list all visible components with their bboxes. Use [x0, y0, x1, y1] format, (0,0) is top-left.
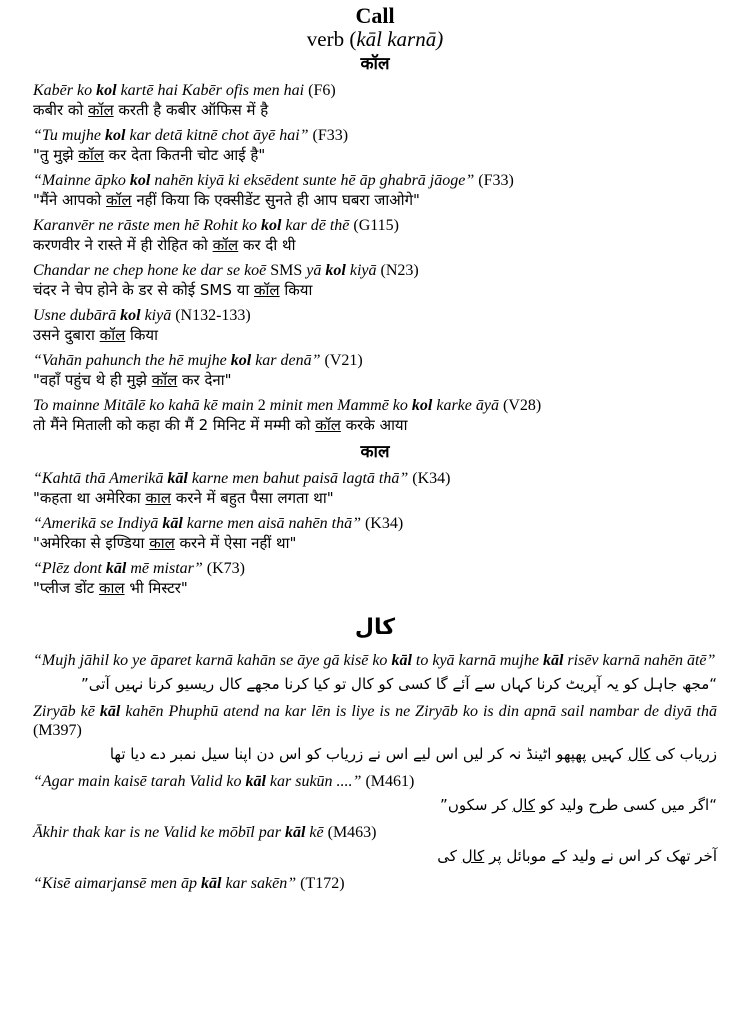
- source-reference: (F33): [474, 172, 514, 189]
- translit-text: “Tu mujhe: [33, 127, 106, 144]
- translit-text: Ākhir thak kar is ne Valid ke mōbīl par: [33, 824, 285, 841]
- source-reference: (V21): [320, 352, 363, 369]
- example-entry: [33, 702, 717, 766]
- devanagari-keyword: काल: [149, 534, 175, 552]
- devanagari-text: तो मैंने मिताली को कहा की मैं 2 मिनिट में मम्मी को: [33, 416, 316, 434]
- keyword: kol: [411, 397, 433, 414]
- devanagari-keyword: कॉल: [254, 281, 280, 299]
- urdu-text: “مجھ جاہل کو یہ آپریٹ کرنا کہاں سے آئے گا کسی کو کال تو کیا کرنا مجھے کال ریسیو کرنا نہیں آتی”: [81, 675, 717, 693]
- example-devanagari: [33, 370, 717, 391]
- example-entry: [33, 396, 717, 436]
- source-reference: (T172): [296, 875, 345, 892]
- source-reference: (M461): [361, 773, 415, 790]
- translit-text: “Plēz dont: [33, 560, 106, 577]
- keyword: kāl: [284, 824, 306, 841]
- translit-text: “Amerikā se Indiyā: [33, 515, 163, 532]
- keyword: kol: [325, 262, 346, 279]
- example-urdu: [33, 844, 717, 868]
- keyword: kol: [230, 352, 252, 369]
- source-reference: (K73): [202, 560, 246, 577]
- devanagari-text: करने में बहुत पैसा लगता था": [171, 489, 334, 507]
- translit-text: karne men aisā nahēn thā”: [182, 515, 361, 532]
- devanagari-text: किया: [279, 281, 313, 299]
- translit-text: “Mainne āpko: [33, 172, 130, 189]
- example-entry: [33, 469, 717, 509]
- devanagari-keyword: काल: [98, 579, 125, 597]
- example-transliteration: [33, 216, 717, 235]
- example-devanagari: [33, 100, 717, 121]
- devanagari-text: "कहता था अमेरिका: [33, 489, 146, 507]
- keyword: kāl: [99, 703, 121, 720]
- devanagari-text: करती है कबीर ऑफिस में है: [113, 101, 269, 119]
- example-entry: [33, 351, 717, 391]
- keyword: kāl: [391, 652, 412, 669]
- keyword: kāl: [245, 773, 266, 790]
- source-reference: (M463): [323, 824, 377, 841]
- example-entry: [33, 306, 717, 346]
- example-devanagari: [33, 415, 717, 436]
- devanagari-keyword: कॉल: [88, 101, 114, 119]
- example-entry: [33, 651, 717, 696]
- translit-text: Kabēr ko: [33, 82, 97, 99]
- example-transliteration: [33, 469, 717, 488]
- translit-text: nahēn kiyā ki eksēdent sunte hē āp ghabrā jāoge”: [150, 172, 475, 189]
- translit-text: minit men Mammē ko: [265, 397, 412, 414]
- devanagari-text: कर दी थी: [238, 236, 296, 254]
- keyword: kol: [96, 82, 117, 99]
- keyword: kol: [120, 307, 141, 324]
- devanagari-text: उसने दुबारा: [33, 326, 100, 344]
- example-transliteration: [33, 351, 717, 370]
- devanagari-text: "अमेरिका से इण्डिया: [33, 534, 150, 552]
- translit-text: kar denā”: [251, 352, 321, 369]
- devanagari-keyword: कॉल: [106, 191, 132, 209]
- example-transliteration: [33, 261, 717, 280]
- example-devanagari: [33, 280, 717, 301]
- example-entry: [33, 559, 717, 599]
- keyword: kāl: [105, 560, 127, 577]
- headword: Call: [355, 3, 395, 28]
- example-entry: [33, 126, 717, 166]
- source-reference: (M397): [33, 722, 82, 739]
- example-devanagari: [33, 235, 717, 256]
- section-heading-urdu: کال: [354, 615, 396, 640]
- translit-text: kar sukūn ....”: [265, 773, 362, 790]
- urdu-entries: [33, 651, 717, 893]
- part-of-speech: [33, 28, 717, 51]
- example-entry: [33, 823, 717, 868]
- translit-text: to kyā karnā mujhe: [411, 652, 543, 669]
- example-transliteration: [33, 306, 717, 325]
- translit-text: To mainne Mitālē ko kahā kē main: [33, 397, 258, 414]
- keyword: kāl: [201, 875, 222, 892]
- example-urdu: [33, 793, 717, 817]
- example-devanagari: [33, 325, 717, 346]
- example-entry: [33, 81, 717, 121]
- translit-text: Chandar ne chep hone ke dar se koē: [33, 262, 271, 279]
- section-heading-kol: कॉल: [360, 54, 390, 74]
- devanagari-text: करणवीर ने रास्ते में ही रोहित को: [33, 236, 213, 254]
- devanagari-text: "वहाँ पहुंच थे ही मुझे: [33, 371, 152, 389]
- keyword: kāl: [167, 470, 188, 487]
- translit-text: Usne dubārā: [33, 307, 121, 324]
- translit-text: karke āyā: [432, 397, 499, 414]
- translit-text: kē: [305, 824, 324, 841]
- urdu-text: کہیں پھپھو اٹینڈ نہ کر لیں اس لیے اس نے زریاب کو اس دن اپنا سیل نمبر دے دیا تھا: [109, 745, 628, 763]
- section-heading-kaal: काल: [360, 442, 390, 462]
- example-devanagari: [33, 488, 717, 509]
- translit-text: mē mistar”: [126, 560, 203, 577]
- example-entry: [33, 216, 717, 256]
- keyword: kāl: [162, 515, 183, 532]
- source-reference: (N132-133): [171, 307, 251, 324]
- translit-text: kar detā kitnē chot āyē hai”: [125, 127, 309, 144]
- devanagari-text: किया: [125, 326, 159, 344]
- devanagari-keyword: कॉल: [315, 416, 341, 434]
- devanagari-text: भी मिस्टर": [124, 579, 188, 597]
- translit-text: “Kisē aimarjansē men āp: [33, 875, 201, 892]
- example-entry: [33, 874, 717, 893]
- devanagari-text: कर देता कितनी चोट आई है": [103, 146, 266, 164]
- example-entry: [33, 261, 717, 301]
- example-transliteration: [33, 651, 717, 670]
- translit-text: “Vahān pahunch the hē mujhe: [33, 352, 231, 369]
- example-devanagari: [33, 190, 717, 211]
- translit-text: “Agar main kaisē tarah Valid ko: [33, 773, 246, 790]
- devanagari-keyword: कॉल: [212, 236, 239, 254]
- kaal-entries: [33, 469, 717, 599]
- example-transliteration: [33, 823, 717, 842]
- example-urdu: [33, 742, 717, 766]
- urdu-text: آخر تھک کر اس نے ولید کے موبائل پر: [484, 847, 717, 865]
- example-transliteration: [33, 126, 717, 145]
- example-devanagari: [33, 578, 717, 599]
- example-devanagari: [33, 533, 717, 554]
- example-transliteration: [33, 559, 717, 578]
- devanagari-text: "तु मुझे: [33, 146, 79, 164]
- urdu-text: زریاب کی: [650, 745, 717, 763]
- translit-text: 2: [257, 397, 266, 414]
- example-transliteration: [33, 396, 717, 415]
- example-transliteration: [33, 514, 717, 533]
- pos-transliteration: kāl karnā): [356, 27, 444, 51]
- devanagari-text: करके आया: [340, 416, 408, 434]
- devanagari-text: "प्लीज डोंट: [33, 579, 99, 597]
- source-reference: (N23): [376, 262, 419, 279]
- example-entry: [33, 171, 717, 211]
- translit-text: kiyā: [345, 262, 377, 279]
- source-reference: (G115): [349, 217, 400, 234]
- source-reference: (F6): [304, 82, 336, 99]
- devanagari-keyword: काल: [145, 489, 172, 507]
- devanagari-text: चंदर ने चेप होने के डर से कोई SMS या: [33, 281, 255, 299]
- translit-text: “Kahtā thā Amerikā: [33, 470, 168, 487]
- example-transliteration: [33, 171, 717, 190]
- example-transliteration: [33, 772, 717, 791]
- example-urdu: [33, 672, 717, 696]
- devanagari-keyword: कॉल: [151, 371, 178, 389]
- source-reference: (F33): [308, 127, 349, 144]
- keyword: kol: [105, 127, 126, 144]
- example-devanagari: [33, 145, 717, 166]
- translit-text: “Mujh jāhil ko ye āparet karnā kahān se āye gā kisē ko: [33, 652, 392, 669]
- translit-text: kahēn Phuphū atend na kar lēn is liye is ne Ziryāb ko is din apnā sail nambar de diyā thā: [120, 703, 718, 720]
- urdu-text: “اگر میں کسی طرح ولید کو: [535, 796, 717, 814]
- source-reference: (K34): [360, 515, 404, 532]
- keyword: kol: [129, 172, 151, 189]
- translit-text: Ziryāb kē: [33, 703, 100, 720]
- devanagari-text: "मैंने आपको: [33, 191, 106, 209]
- example-transliteration: [33, 81, 717, 100]
- example-entry: [33, 514, 717, 554]
- translit-text: kartē hai Kabēr ofis men hai: [116, 82, 305, 99]
- source-reference: (V28): [498, 397, 542, 414]
- translit-text: karne men bahut paisā lagtā thā”: [187, 470, 409, 487]
- keyword: kāl: [542, 652, 564, 669]
- translit-text: kiyā: [140, 307, 172, 324]
- urdu-keyword: کال: [512, 796, 536, 814]
- urdu-text: کر سکوں”: [440, 796, 513, 814]
- devanagari-text: कबीर को: [33, 101, 89, 119]
- example-entry: [33, 772, 717, 817]
- urdu-keyword: کال: [627, 745, 651, 763]
- example-transliteration: [33, 874, 717, 893]
- devanagari-text: करने में ऐसा नहीं था": [174, 534, 297, 552]
- urdu-keyword: کال: [461, 847, 485, 865]
- source-reference: (K34): [408, 470, 451, 487]
- devanagari-keyword: कॉल: [99, 326, 126, 344]
- translit-text: Karanvēr ne rāste men hē Rohit ko: [33, 217, 261, 234]
- example-transliteration: [33, 702, 717, 740]
- devanagari-text: कर देना": [177, 371, 232, 389]
- devanagari-keyword: कॉल: [78, 146, 104, 164]
- pos-prefix: verb (: [306, 27, 357, 51]
- translit-text: kar sakēn”: [221, 875, 297, 892]
- translit-text: yā: [302, 262, 326, 279]
- urdu-text: کی: [437, 847, 462, 865]
- keyword: kol: [260, 217, 282, 234]
- translit-text: risēv karnā nahēn ātē”: [563, 652, 716, 669]
- translit-text: kar dē thē: [281, 217, 350, 234]
- devanagari-text: नहीं किया कि एक्सीडेंट सुनते ही आप घबरा जाओगे": [131, 191, 420, 209]
- translit-text: SMS: [270, 262, 303, 279]
- kol-entries: [33, 81, 717, 436]
